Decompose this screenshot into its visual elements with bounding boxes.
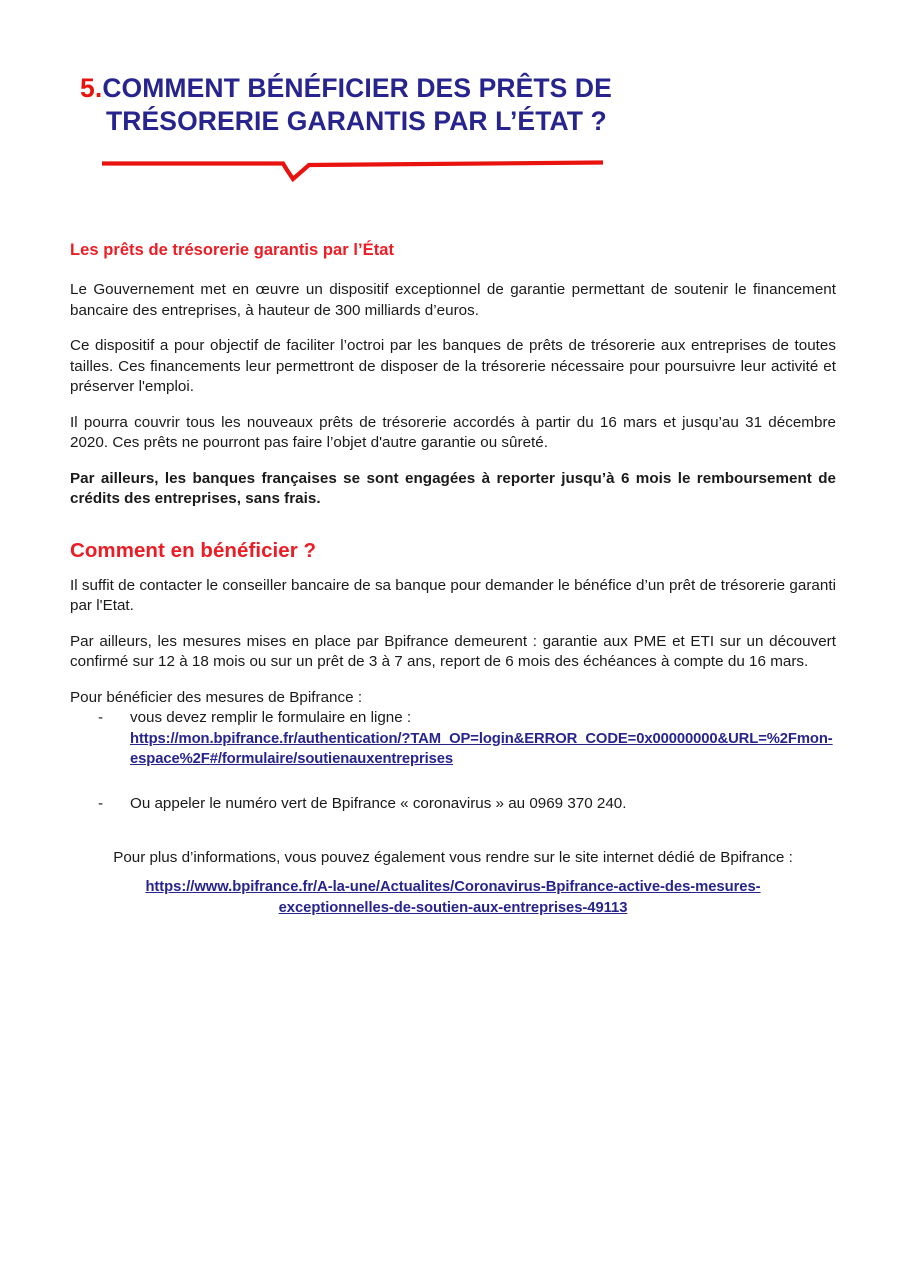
section-heading-prets: Les prêts de trésorerie garantis par l’État: [70, 241, 395, 259]
paragraph-couverture: Il pourra couvrir tous les nouveaux prêts de trésorerie accordés à partir du 16 mars et jusqu’au 31 décembre 2020. Ces prêts ne pourront pas faire l’objet d'autre garantie ou sûreté.: [70, 413, 836, 451]
title-text-line-2: TRÉSORERIE GARANTIS PAR L’ÉTAT ?: [106, 106, 607, 136]
paragraph-conseiller: Il suffit de contacter le conseiller bancaire de sa banque pour demander le bénéfice d’un prêt de trésorerie garanti par l'Etat.: [70, 576, 836, 614]
red-divider-with-tick: [100, 148, 605, 182]
paragraph-gouvernement: Le Gouvernement met en œuvre un dispositif exceptionnel de garantie permettant de soutenir le financement bancaire des entreprises, à hauteur de 300 milliards d’euros.: [70, 281, 836, 319]
list-item: [70, 794, 836, 815]
footer-note: Pour plus d’informations, vous pouvez également vous rendre sur le site internet dédié de Bpifrance :: [113, 849, 793, 866]
paragraph-report-banques: Par ailleurs, les banques françaises se sont engagées à reporter jusqu’à 6 mois le remboursement de crédits des entreprises, sans frais.: [70, 469, 836, 507]
measures-list: [70, 708, 836, 814]
document-content: [70, 240, 836, 919]
list-item: [70, 708, 836, 770]
title-number: 5.: [80, 73, 103, 103]
bpifrance-form-link[interactable]: https://mon.bpifrance.fr/authentication/?TAM_OP=login&ERROR_CODE=0x00000000&URL=%2Fmon-espace%2F#/formulaire/soutienauxentreprises: [130, 730, 833, 767]
paragraph-bpifrance-mesures: Par ailleurs, les mesures mises en place par Bpifrance demeurent : garantie aux PME et ETI sur un découvert confirmé sur 12 à 18 mois ou sur un prêt de 3 à 7 ans, report de 6 mois des échéances à compte du 16 mars.: [70, 632, 836, 670]
list-item-label: vous devez remplir le formulaire en ligne :: [130, 709, 412, 726]
bpifrance-actualites-link[interactable]: https://www.bpifrance.fr/A-la-une/Actualites/Coronavirus-Bpifrance-active-des-mesures-exceptionnelles-de-soutien-aux-entreprises-49113: [145, 878, 761, 916]
list-item-label: Ou appeler le numéro vert de Bpifrance « coronavirus » au 0969 370 240.: [130, 794, 627, 812]
page-title: [80, 72, 720, 138]
paragraph-dispositif: Ce dispositif a pour objectif de faciliter l’octroi par les banques de prêts de trésorerie aux entreprises de toutes tailles. Ces financements leur permettront de disposer de la trésorerie nécessaire pour poursuivre leur activité et préserver l'emploi.: [70, 337, 836, 395]
title-text-line-1: COMMENT BÉNÉFICIER DES PRÊTS DE: [102, 73, 612, 103]
list-dash-marker: -: [98, 709, 104, 726]
paragraph-pour-beneficier: Pour bénéficier des mesures de Bpifrance :: [70, 688, 363, 706]
section-heading-comment: Comment en bénéficier ?: [70, 538, 317, 562]
footer-link-wrapper: [70, 877, 836, 919]
title-line-1: [80, 72, 720, 105]
title-line-2: [80, 105, 720, 138]
list-dash-marker: -: [98, 794, 104, 812]
